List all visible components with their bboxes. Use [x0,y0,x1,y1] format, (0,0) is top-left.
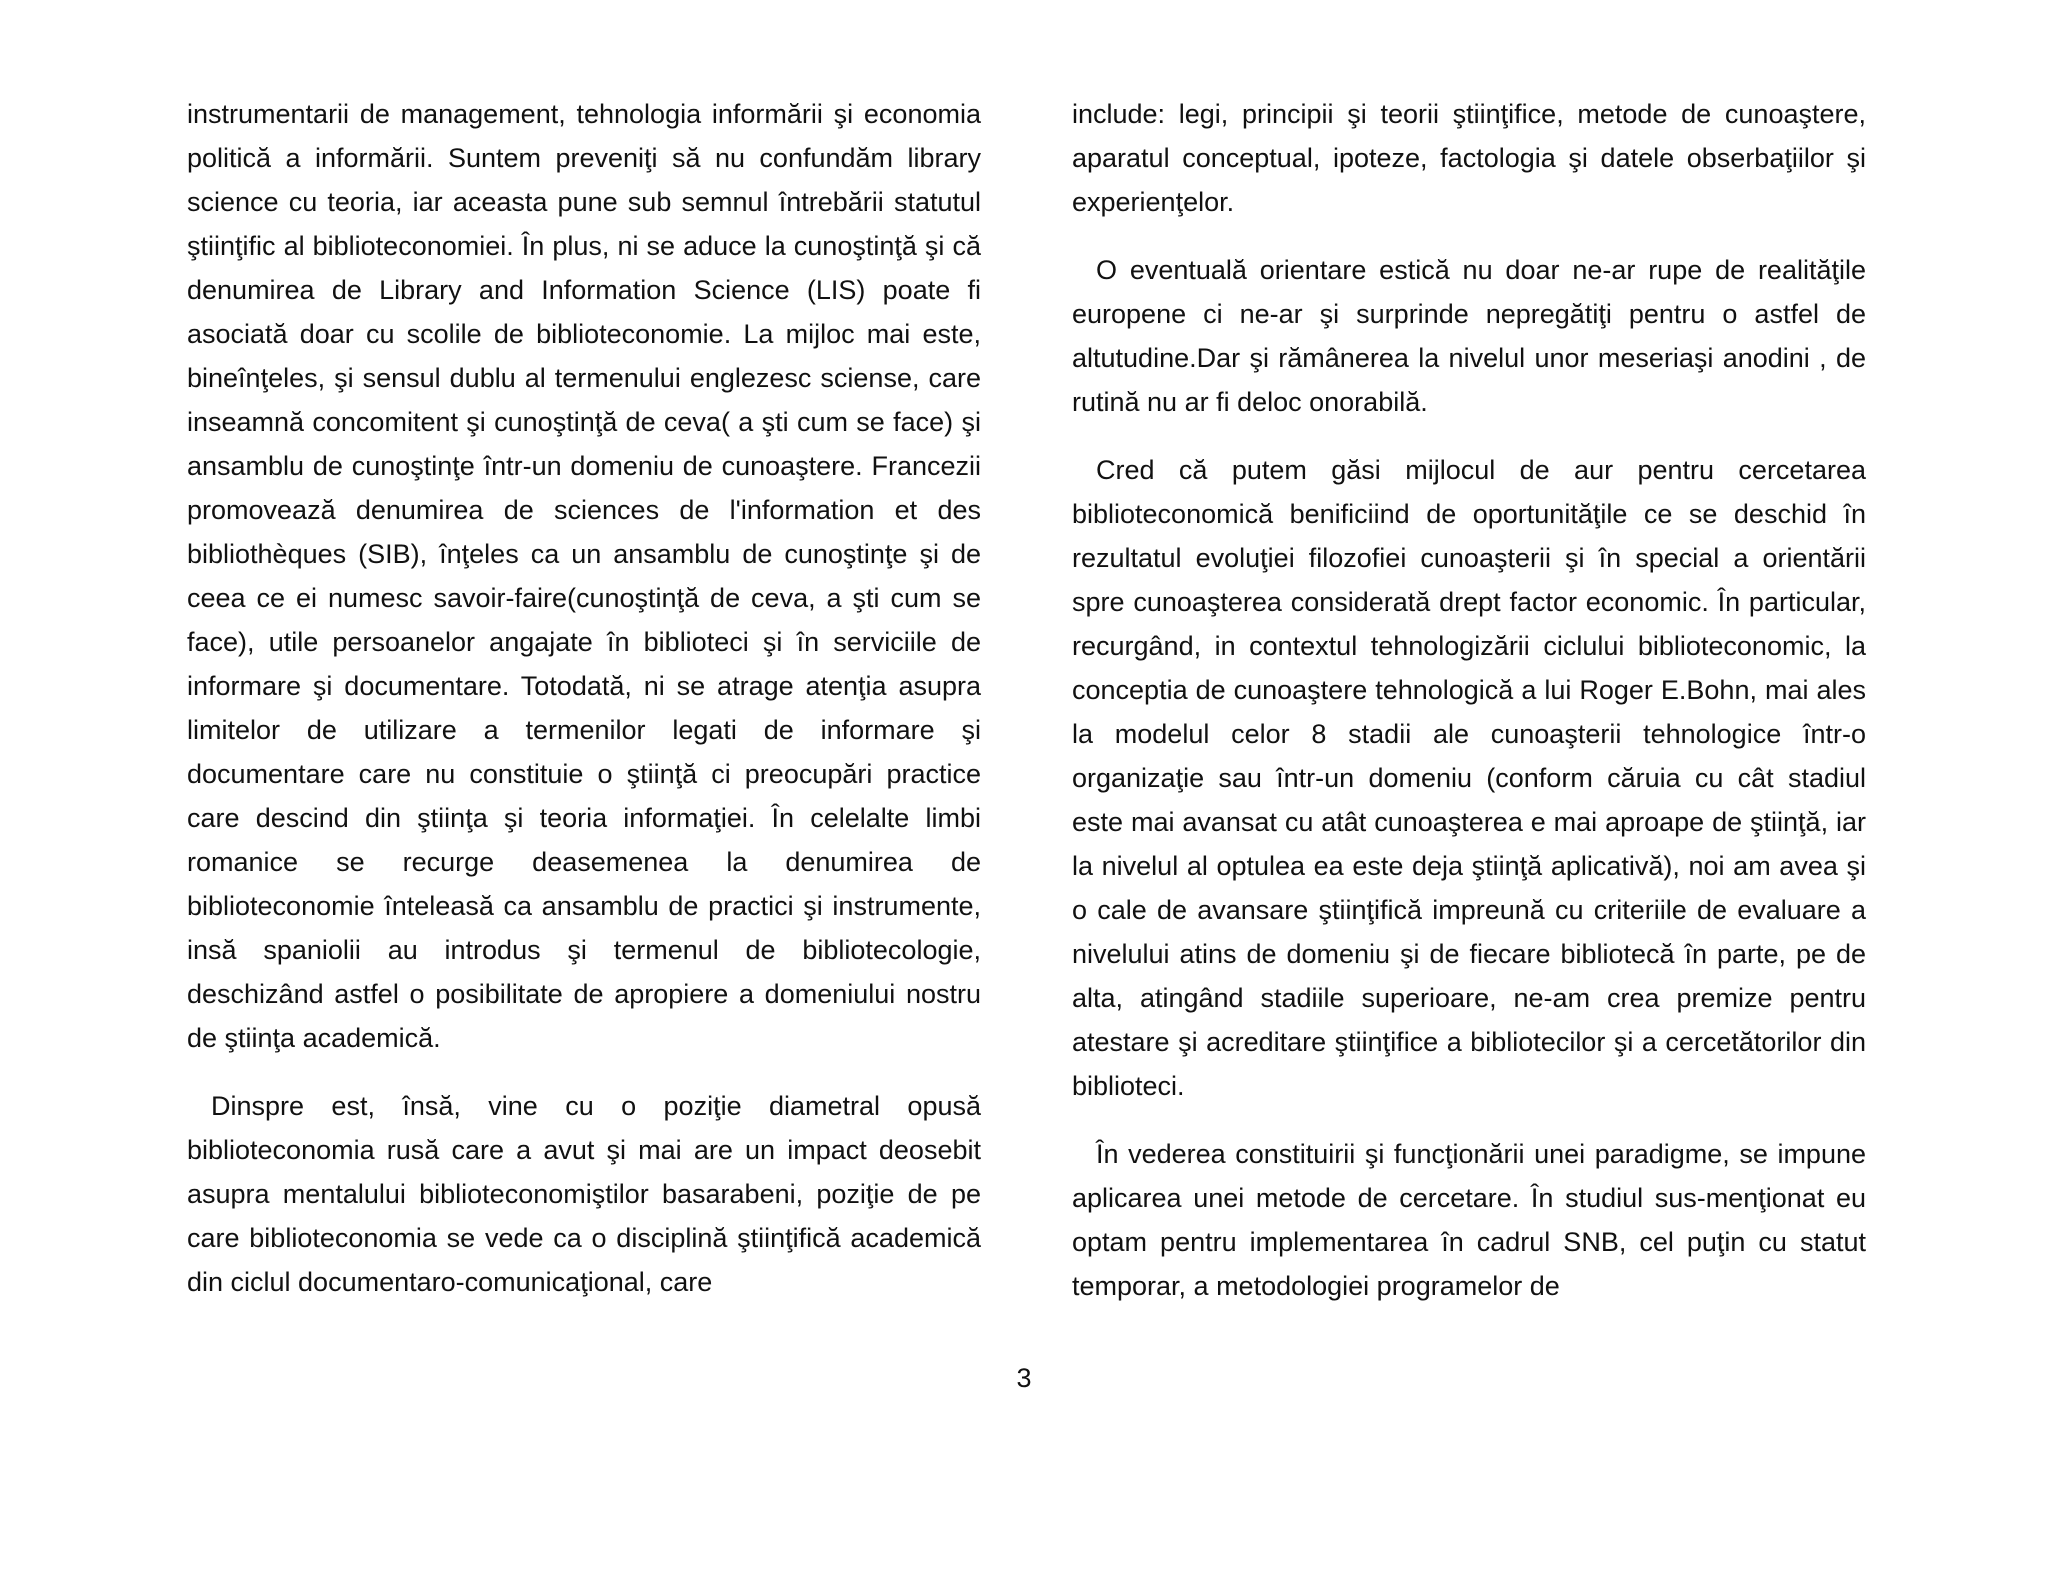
right-column [1072,92,1866,1308]
paragraph: În vederea constituirii şi funcţionării unei paradigme, se impune aplicarea unei metode de cercetare. În studiul sus-menţionat eu optam pentru implementarea în cadrul SNB, cel puţin cu statut temporar, a metodologiei programelor de [1072,1139,1866,1301]
left-column [187,92,981,1304]
paragraph: Cred că putem găsi mijlocul de aur pentru cercetarea biblioteconomică benificiind de oportunităţile ce se deschid în rezultatul evoluţiei filozofiei cunoaşterii şi în special a orientării spre cunoaşterea considerată drept factor economic. În particular, recurgând, in contextul tehnologizării ciclului biblioteconomic, la conceptia de cunoaştere tehnologică a lui Roger E.Bohn, mai ales la modelul celor 8 stadii ale cunoaşterii tehnologice într-o organizaţie sau într-un domeniu (conform căruia cu cât stadiul este mai avansat cu atât cunoaşterea e mai aproape de ştiinţă, iar la nivelul al optulea ea este deja ştiinţă aplicativă), noi am avea şi o cale de avansare ştiinţifică impreună cu criteriile de evaluare a nivelului atins de domeniu şi de fiecare bibliotecă în parte, pe de alta, atingând stadiile superioare, ne-am crea premize pentru atestare şi acreditare ştiinţifice a bibliotecilor şi a cercetătorilor din biblioteci. [1072,455,1866,1101]
paragraph: include: legi, principii şi teorii ştiinţifice, metode de cunoaştere, aparatul conceptual, ipoteze, factologia şi datele obserbaţiilor şi experienţelor. [1072,99,1866,217]
paragraph: instrumentarii de management, tehnologia informării şi economia politică a informării. Suntem preveniţi să nu confundăm library science cu teoria, iar aceasta pune sub semnul întrebării statutul ştiinţific al biblioteconomiei. În plus, ni se aduce la cunoştinţă şi că denumirea de Library and Information Science (LIS) poate fi asociată doar cu scolile de biblioteconomie. La mijloc mai este, bineînţeles, şi sensul dublu al termenului englezesc sciense, care inseamnă concomitent şi cunoştinţă de ceva( a şti cum se face) şi ansamblu de cunoştinţe într-un domeniu de cunoaştere. Francezii promovează denumirea de sciences de l'information et des bibliothèques (SIB), înţeles ca un ansamblu de cunoştinţe şi de ceea ce ei numesc savoir-faire(cunoştinţă de ceva, a şti cum se face), utile persoanelor angajate în biblioteci şi în serviciile de informare şi documentare. Totodată, ni se atrage atenţia asupra limitelor de utilizare a termenilor legati de informare şi documentare care nu constituie o ştiinţă ci preocupări practice care descind din ştiinţa şi teoria informaţiei. În celelalte limbi romanice se recurge deasemenea la denumirea de biblioteconomie înteleasă ca ansamblu de practici şi instrumente, insă spaniolii au introdus şi termenul de bibliotecologie, deschizând astfel o posibilitate de apropiere a domeniului nostru de ştiinţa academică. [187,99,981,1053]
paragraph: O eventuală orientare estică nu doar ne-ar rupe de realităţile europene ci ne-ar şi surprinde nepregătiţi pentru o astfel de altutudine.Dar şi rămânerea la nivelul unor meseriaşi anodini , de rutină nu ar fi deloc onorabilă. [1072,255,1866,417]
paragraph: Dinspre est, însă, vine cu o poziţie diametral opusă biblioteconomia rusă care a avut şi mai are un impact deosebit asupra mentalului biblioteconomiştilor basarabeni, poziţie de pe care biblioteconomia se vede ca o disciplină ştiinţifică academică din ciclul documentaro-comunicaţional, care [187,1091,981,1297]
page-number: 3 [1016,1363,1032,1393]
